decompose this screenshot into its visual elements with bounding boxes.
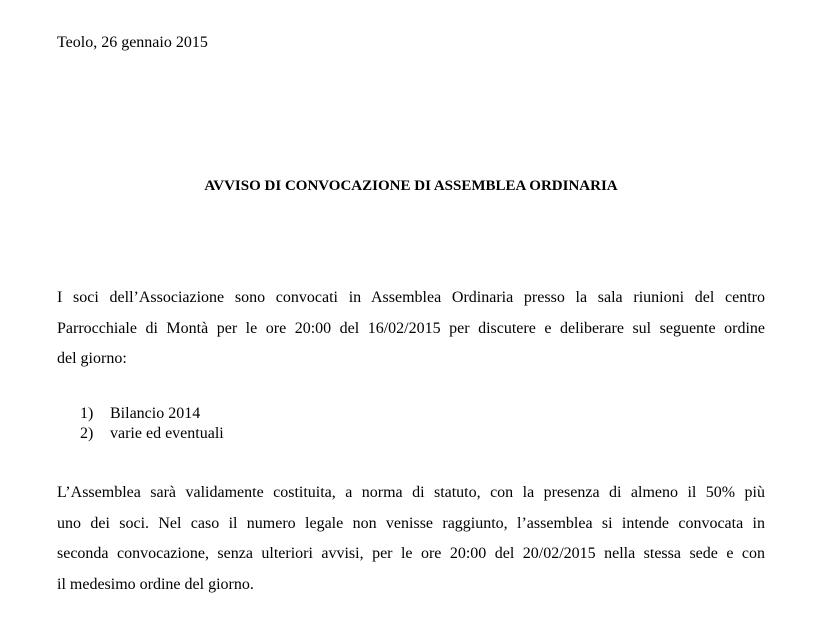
document-title: AVVISO DI CONVOCAZIONE DI ASSEMBLEA ORDINARIA (204, 178, 618, 194)
agenda-item-text: Bilancio 2014 (110, 405, 201, 422)
paragraph-line: uno dei soci. Nel caso il numero legale non venisse raggiunto, l’assemblea si intende convocata in (57, 514, 765, 532)
place-date: Teolo, 26 gennaio 2015 (57, 34, 208, 51)
paragraph-line: I soci dell’Associazione sono convocati in Assemblea Ordinaria presso la sala riunioni del centro (57, 289, 765, 306)
convocation-paragraph (57, 283, 765, 375)
paragraph-line: Parrocchiale di Montà per le ore 20:00 del 16/02/2015 per discutere e deliberare sul seguente ordine (57, 319, 765, 337)
agenda-item-number: 1) (80, 405, 94, 422)
paragraph-line: del giorno: (57, 350, 127, 367)
agenda-item-number: 2) (80, 425, 94, 442)
agenda-item-text: varie ed eventuali (110, 425, 224, 442)
paragraph-line: L’Assemblea sarà validamente costituita, a norma di statuto, con la presenza di almeno il 50% più (57, 484, 765, 501)
paragraph-line: il medesimo ordine del giorno. (57, 575, 254, 593)
validity-paragraph (57, 478, 765, 600)
paragraph-line: seconda convocazione, senza ulteriori avvisi, per le ore 20:00 del 20/02/2015 nella stessa sede e con (57, 545, 765, 562)
agenda-item (80, 404, 224, 424)
agenda-item (80, 424, 224, 444)
agenda-list (80, 404, 224, 444)
